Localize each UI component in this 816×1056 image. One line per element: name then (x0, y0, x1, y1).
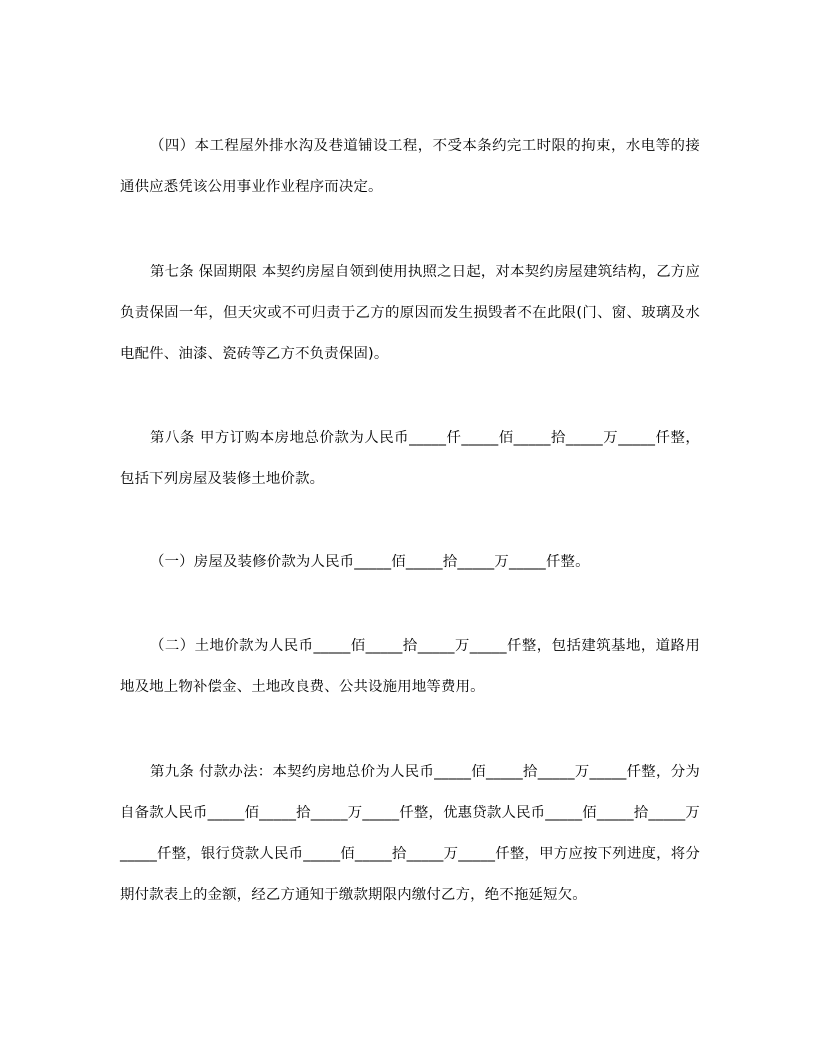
paragraph-land-price: （二）土地价款为人民币_____佰_____拾_____万_____仟整，包括建筑基地，道路用地及地上物补偿金、土地改良费、公共设施用地等费用。 (120, 638, 700, 695)
paragraph-article-9-payment: 第九条 付款办法：本契约房地总价为人民币_____佰_____拾_____万_____仟整，分为自备款人民币_____佰_____拾_____万_____仟整，优惠贷款人民币_____佰_____拾_____万_____仟整，银行贷款人民币_____佰_____拾_____万_____仟整，甲方应按下列进度，将分期付款表上的金额，经乙方通知于缴款期限内缴付乙方，绝不拖延短欠。 (120, 764, 700, 903)
paragraph-article-8-total-price: 第八条 甲方订购本房地总价款为人民币_____仟_____佰_____拾_____万_____仟整，包括下列房屋及装修土地价款。 (120, 430, 700, 487)
paragraph-house-renovation-price: （一）房屋及装修价款为人民币_____佰_____拾_____万_____仟整。 (150, 554, 590, 570)
paragraph-drainage-clause: （四）本工程屋外排水沟及巷道铺设工程，不受本条约完工时限的拘束，水电等的接通供应悉凭该公用事业作业程序而决定。 (120, 138, 700, 195)
paragraph-article-7-warranty: 第七条 保固期限 本契约房屋自领到使用执照之日起，对本契约房屋建筑结构，乙方应负责保固一年，但天灾或不可归责于乙方的原因而发生损毁者不在此限(门、窗、玻璃及水电配件、油漆、瓷砖等乙方不负责保固)。 (120, 264, 700, 362)
